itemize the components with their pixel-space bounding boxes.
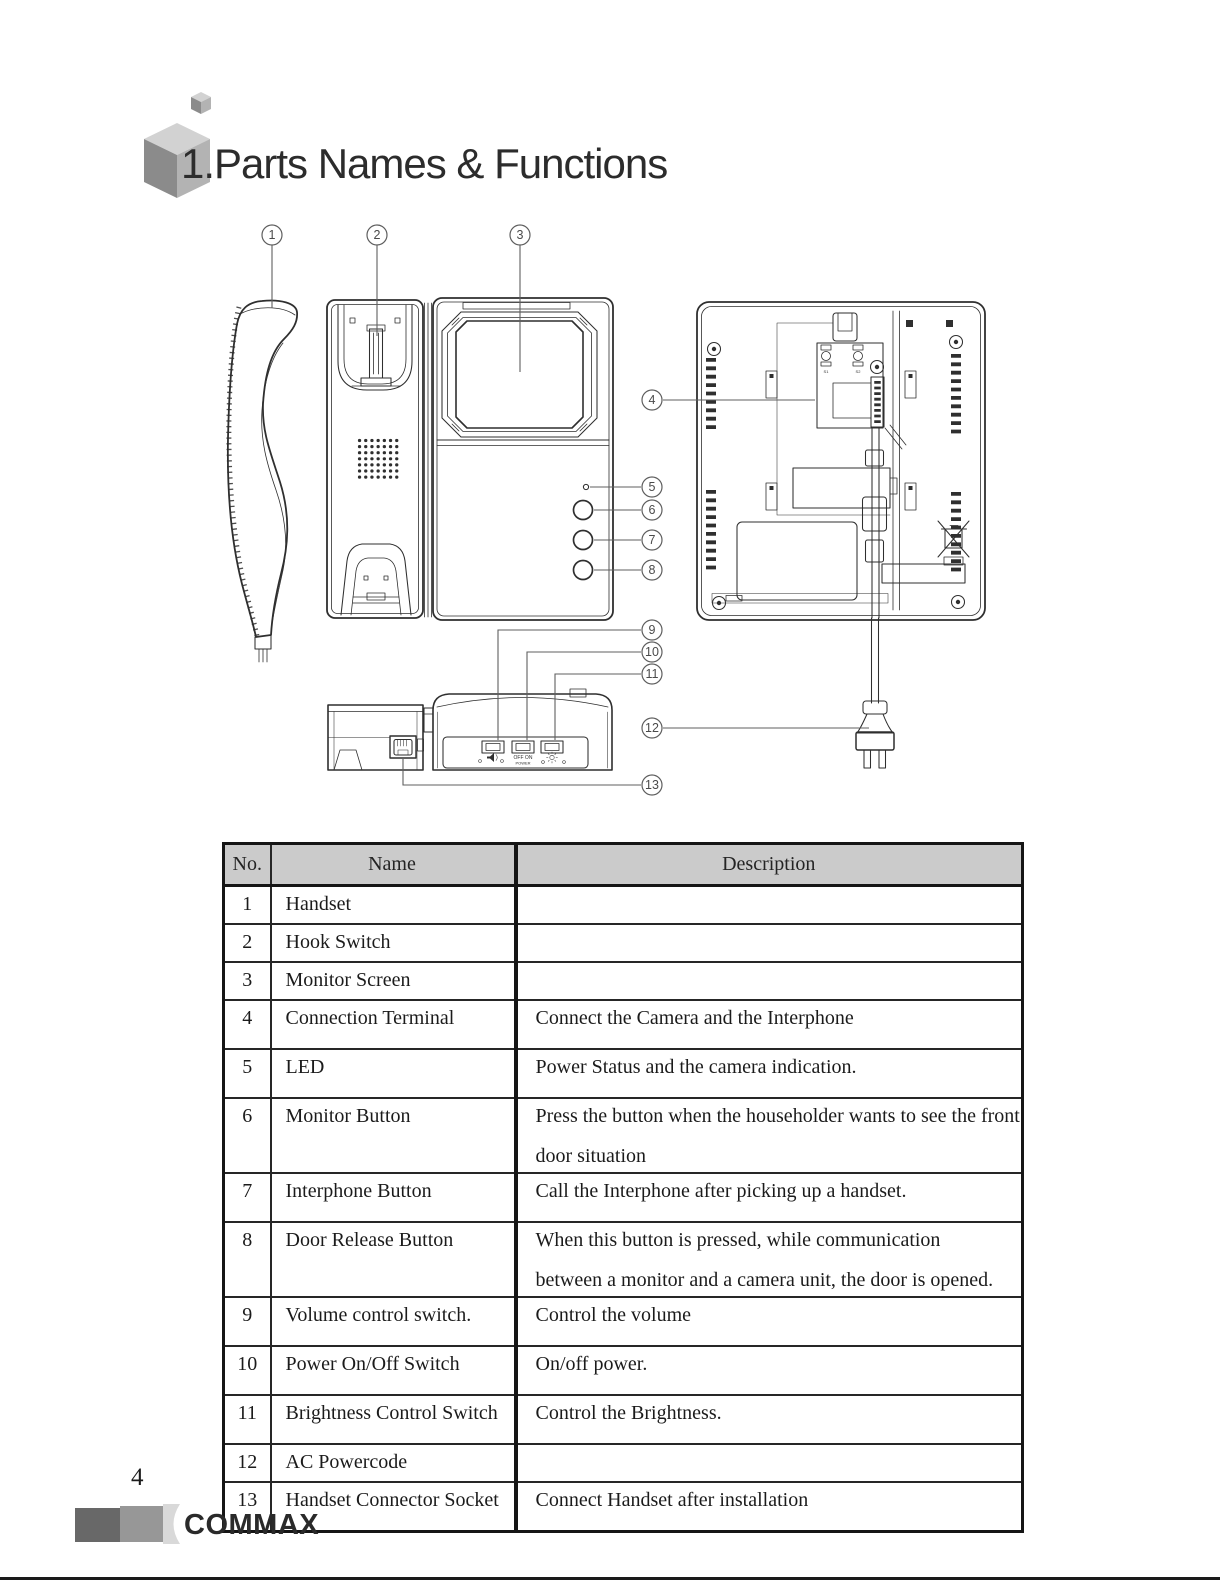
brightness-switch bbox=[541, 741, 563, 753]
cell-no: 8 bbox=[224, 1222, 271, 1297]
col-header-name: Name bbox=[271, 844, 516, 886]
svg-text:12: 12 bbox=[645, 721, 659, 735]
brightness-icon bbox=[542, 752, 566, 763]
cell-description: Call the Interphone after picking up a handset. bbox=[516, 1173, 1023, 1222]
cell-name: Monitor Button bbox=[271, 1098, 516, 1173]
cell-name: Monitor Screen bbox=[271, 962, 516, 1000]
volume-switch bbox=[482, 741, 504, 753]
logo-mid-square bbox=[120, 1506, 163, 1542]
led-indicator bbox=[583, 484, 588, 489]
vent-slots bbox=[711, 354, 956, 576]
table-row bbox=[224, 1444, 1023, 1482]
cell-name: Interphone Button bbox=[271, 1173, 516, 1222]
cell-name: Brightness Control Switch bbox=[271, 1395, 516, 1444]
svg-text:3: 3 bbox=[516, 228, 524, 242]
cell-name: AC Powercode bbox=[271, 1444, 516, 1482]
interphone-button bbox=[574, 531, 593, 550]
cell-description: Connect the Camera and the Interphone bbox=[516, 1000, 1023, 1049]
cell-name: Hook Switch bbox=[271, 924, 516, 962]
back-panel-drawing bbox=[697, 302, 985, 620]
cell-description: Control the Brightness. bbox=[516, 1395, 1023, 1444]
table-row bbox=[224, 1297, 1023, 1346]
cell-no: 3 bbox=[224, 962, 271, 1000]
cell-description: When this button is pressed, while communication between a monitor and a camera unit, the door is opened. bbox=[516, 1222, 1023, 1297]
power-switch bbox=[512, 741, 534, 753]
callout-2 bbox=[367, 225, 387, 336]
cell-description: Power Status and the camera indication. bbox=[516, 1049, 1023, 1098]
cell-no: 1 bbox=[224, 886, 271, 924]
handset-drawing bbox=[228, 300, 297, 662]
cell-no: 7 bbox=[224, 1173, 271, 1222]
bottom-view-drawing bbox=[328, 689, 612, 770]
cell-name: LED bbox=[271, 1049, 516, 1098]
cell-description: Press the button when the householder wants to see the front door situation bbox=[516, 1098, 1023, 1173]
monitor-button bbox=[574, 501, 593, 520]
svg-text:5: 5 bbox=[648, 480, 656, 494]
door-release-button bbox=[574, 561, 593, 580]
page-number: 4 bbox=[131, 1464, 144, 1491]
power-switch-sublabel: POWER bbox=[515, 760, 531, 766]
callout-12 bbox=[642, 718, 869, 738]
cell-description bbox=[516, 924, 1023, 962]
cell-no: 4 bbox=[224, 1000, 271, 1049]
power-switch-label: OFF ON bbox=[513, 755, 533, 761]
volume-icon bbox=[479, 753, 504, 762]
svg-text:11: 11 bbox=[645, 667, 659, 681]
corner-screws bbox=[708, 336, 965, 610]
cell-name: Volume control switch. bbox=[271, 1297, 516, 1346]
bottom-rule bbox=[0, 1577, 1220, 1580]
table-row bbox=[224, 1098, 1023, 1173]
callout-9 bbox=[498, 620, 662, 740]
speaker-holes bbox=[360, 441, 399, 478]
table-row bbox=[224, 924, 1023, 962]
logo-dark-square bbox=[75, 1508, 120, 1542]
table-row bbox=[224, 886, 1023, 924]
connection-terminal bbox=[817, 343, 884, 428]
col-header-no: No. bbox=[224, 844, 271, 886]
cable-clips bbox=[766, 371, 916, 510]
cell-description: On/off power. bbox=[516, 1346, 1023, 1395]
cell-name: Handset Connector Socket bbox=[271, 1482, 516, 1532]
handset-connector-socket bbox=[390, 736, 416, 758]
cell-no: 5 bbox=[224, 1049, 271, 1098]
callout-1 bbox=[262, 225, 282, 308]
svg-text:4: 4 bbox=[648, 393, 656, 407]
cell-description bbox=[516, 962, 1023, 1000]
table-row bbox=[224, 1346, 1023, 1395]
callout-4 bbox=[642, 390, 815, 410]
table-row bbox=[224, 1395, 1023, 1444]
cell-description bbox=[516, 1444, 1023, 1482]
cell-no: 12 bbox=[224, 1444, 271, 1482]
cell-name: Door Release Button bbox=[271, 1222, 516, 1297]
svg-text:7: 7 bbox=[648, 533, 656, 547]
monitor-front-drawing bbox=[433, 298, 613, 620]
callout-8 bbox=[594, 560, 662, 580]
cell-no: 6 bbox=[224, 1098, 271, 1173]
power-cord-plug-drawing bbox=[856, 618, 894, 768]
cell-name: Connection Terminal bbox=[271, 1000, 516, 1049]
parts-table bbox=[222, 842, 1024, 1533]
table-row bbox=[224, 1049, 1023, 1098]
svg-text:2: 2 bbox=[373, 228, 381, 242]
hook-switch-plunger bbox=[352, 325, 400, 386]
cell-no: 11 bbox=[224, 1395, 271, 1444]
cell-no: 9 bbox=[224, 1297, 271, 1346]
svg-text:10: 10 bbox=[645, 645, 659, 659]
cell-no: 10 bbox=[224, 1346, 271, 1395]
svg-text:8: 8 bbox=[648, 563, 656, 577]
brand-logo-text: COMMAX bbox=[184, 1509, 320, 1541]
terminal-label-s2: S2 bbox=[855, 369, 861, 374]
table-row bbox=[224, 1173, 1023, 1222]
table-header-row bbox=[224, 844, 1023, 886]
callout-5 bbox=[590, 477, 662, 497]
cell-no: 2 bbox=[224, 924, 271, 962]
cell-name: Handset bbox=[271, 886, 516, 924]
cradle-drawing bbox=[327, 300, 432, 618]
callout-13 bbox=[403, 759, 662, 795]
table-row bbox=[224, 1000, 1023, 1049]
svg-text:13: 13 bbox=[645, 778, 659, 792]
table-row bbox=[224, 1222, 1023, 1297]
cell-description: Control the volume bbox=[516, 1297, 1023, 1346]
page-title: 1.Parts Names & Functions bbox=[181, 140, 668, 187]
cell-description: Connect Handset after installation bbox=[516, 1482, 1023, 1532]
callouts bbox=[262, 225, 869, 795]
cell-name: Power On/Off Switch bbox=[271, 1346, 516, 1395]
svg-text:1: 1 bbox=[268, 228, 276, 242]
col-header-description: Description bbox=[516, 844, 1023, 886]
cell-description bbox=[516, 886, 1023, 924]
callout-6 bbox=[594, 500, 662, 520]
table-row bbox=[224, 1482, 1023, 1532]
callout-7 bbox=[594, 530, 662, 550]
svg-text:6: 6 bbox=[648, 503, 656, 517]
terminal-label-s1: S1 bbox=[823, 369, 829, 374]
table-row bbox=[224, 962, 1023, 1000]
cell-no: 13 bbox=[224, 1482, 271, 1532]
svg-text:9: 9 bbox=[648, 623, 656, 637]
